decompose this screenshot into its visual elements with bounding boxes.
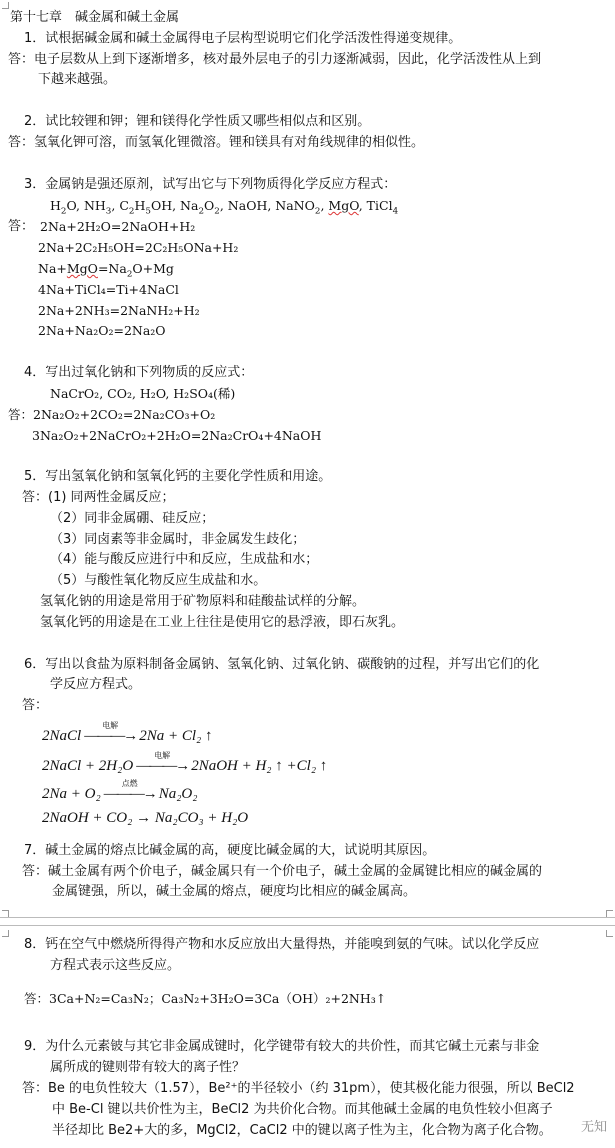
page-corner-mark bbox=[2, 910, 9, 917]
q4-question: 4．写出过氧化钠和下列物质的反应式： bbox=[24, 365, 254, 380]
page-break-line bbox=[0, 917, 615, 918]
watermark: 无知 bbox=[580, 1120, 607, 1135]
q3-answer-prefix: 答： bbox=[8, 219, 35, 234]
ignite-condition: 点燃 bbox=[121, 779, 138, 788]
q3-eq6: 2Na+Na₂O₂=2Na₂O bbox=[38, 323, 166, 338]
q1-answer-line1: 答：电子层数从上到下逐渐增多，核对最外层电子的引力逐渐减弱，因此，化学活泼性从上到 bbox=[8, 52, 542, 67]
q5-use-caoh2: 氢氧化钙的用途是在工业上往往是使用它的悬浮液，即石灰乳。 bbox=[40, 615, 405, 630]
q6-question-line2: 学反应方程式。 bbox=[50, 677, 142, 692]
q6-eq4: 2NaOH + CO₂ → Na₂CO₃ + H₂O bbox=[42, 810, 249, 826]
q9-question-line2: 属所成的键则带有较大的离子性？ bbox=[50, 1060, 246, 1075]
q8-answer: 答：3Ca+N₂=Ca₃N₂；Ca₃N₂+3H₂O=3Ca（OH）₂+2NH₃↑ bbox=[24, 991, 387, 1006]
q3-question: 3．金属钠是强还原剂，试写出它与下列物质得化学反应方程式： bbox=[24, 177, 397, 192]
q8-question-line1: 8．钙在空气中燃烧所得得产物和水反应放出大量得热，并能嗅到氨的气味。试以化学反应 bbox=[24, 937, 540, 952]
q6-question-line1: 6．写出以食盐为原料制备金属钠、氢氧化钠、过氧化钠、碳酸钠的过程，并写出它们的化 bbox=[24, 657, 540, 672]
q1-answer-line2: 下越来越强。 bbox=[38, 72, 117, 87]
page-corner-mark bbox=[2, 930, 9, 937]
q6-eq2: 2NaCl + 2H₂O 电解 ———→ 2NaOH + H₂ ↑ +Cl₂ ↑ bbox=[42, 758, 327, 775]
q6-eq1: 2NaCl 电解 ———→ 2Na + Cl₂ ↑ bbox=[42, 728, 212, 745]
q5-use-naoh: 氢氧化钠的用途是常用于矿物原料和硅酸盐试样的分解。 bbox=[40, 594, 366, 609]
q7-answer-line2: 金属键强，所以，碱土金属的熔点，硬度均比相应的碱金属高。 bbox=[52, 884, 417, 899]
q3-eq5: 2Na+2NH₃=2NaNH₂+H₂ bbox=[38, 303, 200, 318]
q3-eq3: $Na+MgO=Na_2O+Mg$ bbox=[38, 261, 174, 280]
q3-eq2: 2Na+2C₂H₅OH=2C₂H₅ONa+H₂ bbox=[38, 240, 239, 255]
q4-answer2: 3Na₂O₂+2NaCrO₂+2H₂O=2Na₂CrO₄+4NaOH bbox=[32, 428, 322, 443]
q4-answer1: 答：2Na₂O₂+2CO₂=2Na₂CO₃+O₂ bbox=[8, 407, 216, 422]
q5-property-3: （3）同卤素等非金属时，非金属发生歧化； bbox=[50, 532, 306, 547]
q3-substances: $H_2O$, $NH_3$, $C_2H_5OH$, $Na_2O_2$, NaOH, NaNO$_2$, MgO, TiCl$_4$ bbox=[50, 198, 399, 217]
q9-answer-line2: 中 Be-Cl 键以共价性为主，BeCl2 为共价化合物。而其他碱土金属的电负性较小但离子 bbox=[52, 1102, 553, 1117]
page-break-line bbox=[0, 925, 615, 926]
q5-property-4: （4）能与酸反应进行中和反应，生成盐和水； bbox=[50, 552, 319, 567]
electrolysis-condition: 电解 bbox=[102, 721, 119, 730]
q9-question-line1: 9．为什么元素铍与其它非金属成键时，化学键带有较大的共价性，而其它碱土元素与非金 bbox=[24, 1039, 540, 1054]
q2-question: 2．试比较锂和钾；锂和镁得化学性质又哪些相似点和区别。 bbox=[24, 114, 371, 129]
q5-question: 5．写出氢氧化钠和氢氧化钙的主要化学性质和用途。 bbox=[24, 469, 332, 484]
q5-property-1: 答：(1) 同两性金属反应； bbox=[22, 490, 175, 505]
q3-eq4: 4Na+TiCl₄=Ti+4NaCl bbox=[38, 282, 179, 297]
q1-question: 1．试根据碱金属和碱土金属得电子层构型说明它们化学活泼性得递变规律。 bbox=[24, 31, 462, 46]
page-corner-mark bbox=[2, 2, 9, 9]
q7-answer-line1: 答：碱土金属有两个价电子，碱金属只有一个价电子，碱土金属的金属键比相应的碱金属的 bbox=[22, 864, 543, 879]
q4-substances: NaCrO₂, CO₂, H₂O, H₂SO₄(稀) bbox=[50, 386, 236, 401]
q6-answer-prefix: 答： bbox=[22, 698, 49, 713]
q9-answer-line1: 答：Be 的电负性较大（1.57），Be²⁺的半径较小（约 31pm），使其极化能力很强，所以 BeCl2 bbox=[22, 1081, 575, 1096]
electrolysis-condition: 电解 bbox=[154, 751, 171, 760]
q7-question: 7．碱土金属的熔点比碱金属的高，硬度比碱金属的大，试说明其原因。 bbox=[24, 843, 436, 858]
chapter-title: 第十七章 碱金属和碱土金属 bbox=[10, 10, 180, 25]
q5-property-5: （5）与酸性氧化物反应生成盐和水。 bbox=[50, 573, 267, 588]
q8-question-line2: 方程式表示这些反应。 bbox=[50, 958, 181, 973]
page-corner-mark bbox=[606, 910, 613, 917]
q3-eq1: 2Na+2H₂O=2NaOH+H₂ bbox=[40, 219, 196, 234]
q2-answer: 答：氢氧化钾可溶，而氢氧化锂微溶。锂和镁具有对角线规律的相似性。 bbox=[8, 135, 425, 150]
page-corner-mark bbox=[606, 930, 613, 937]
q6-eq3: 2Na + O₂ 点燃 ———→ Na₂O₂ bbox=[42, 786, 197, 803]
q5-property-2: （2）同非金属硼、硅反应； bbox=[50, 511, 215, 526]
q9-answer-line3: 半径却比 Be2+大的多，MgCl2，CaCl2 中的键以离子性为主，化合物为离子化合物。 bbox=[52, 1123, 552, 1138]
